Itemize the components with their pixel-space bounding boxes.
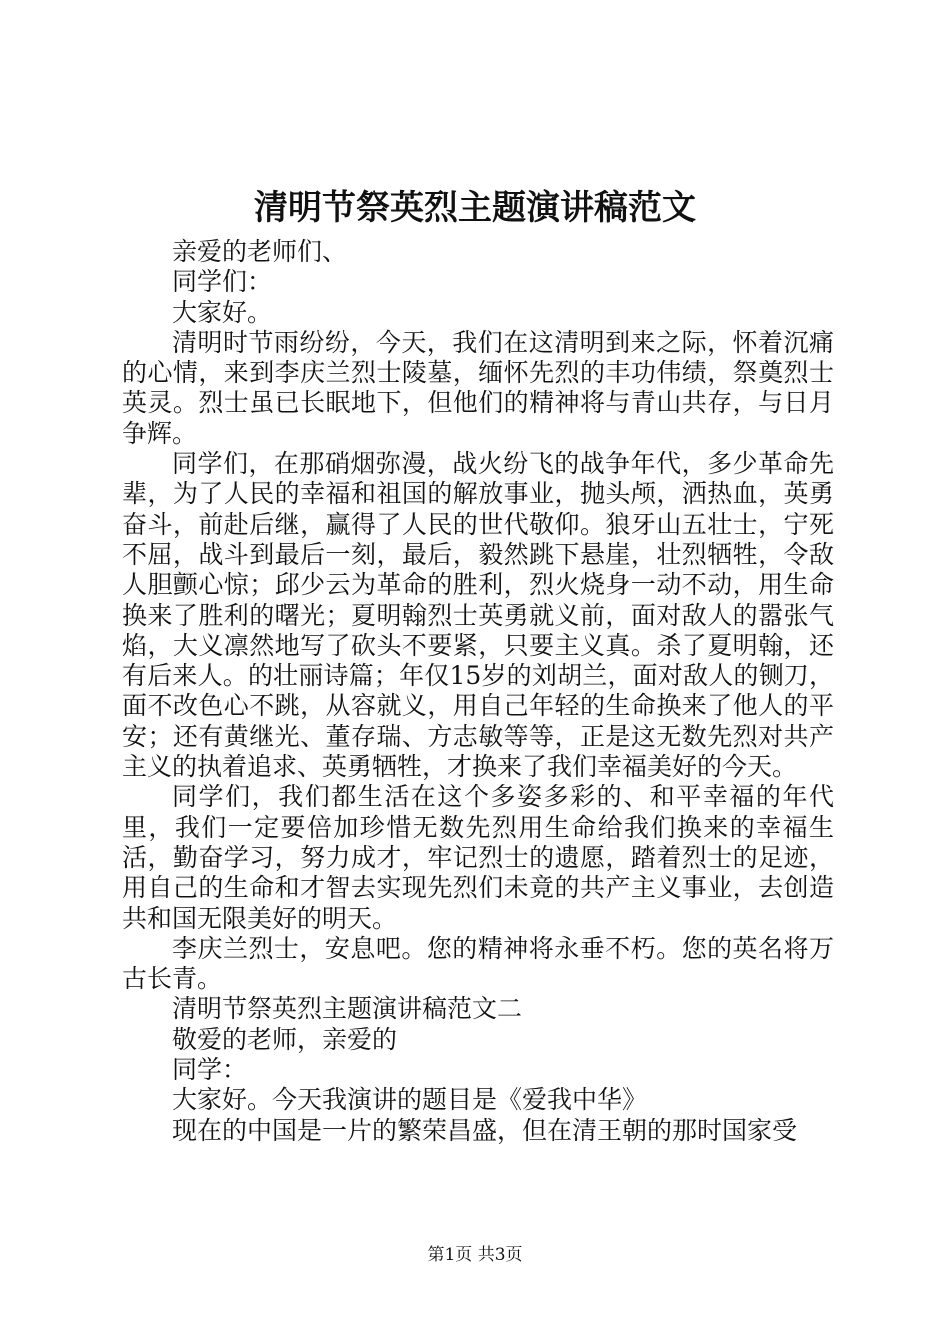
- paragraph: 敬爱的老师，亲爱的: [172, 1024, 398, 1054]
- paragraph: 同学们：: [172, 267, 273, 297]
- paragraph: 清明时节雨纷纷，今天，我们在这清明到来之际，怀着沉痛的心情，来到李庆兰烈士陵墓，缅怀先烈的丰功伟绩，祭奠烈士英灵。烈士虽已长眠地下，但他们的精神将与青山共存，与日月争辉。: [122, 327, 834, 448]
- document-body: [122, 237, 834, 1146]
- paragraph: 李庆兰烈士，安息吧。您的精神将永垂不朽。您的英名将万古长青。: [122, 933, 834, 994]
- paragraph: 大家好。: [172, 297, 273, 327]
- page-footer: 第1页 共3页: [427, 1245, 523, 1265]
- paragraph: 同学：: [172, 1055, 248, 1085]
- paragraph: 大家好。今天我演讲的题目是《爱我中华》: [172, 1085, 648, 1115]
- paragraph: 清明节祭英烈主题演讲稿范文二: [172, 994, 523, 1024]
- paragraph: 现在的中国是一片的繁荣昌盛，但在清王朝的那时国家受: [172, 1115, 798, 1145]
- document-title: 清明节祭英烈主题演讲稿范文: [254, 188, 696, 228]
- paragraph: 同学们，在那硝烟弥漫，战火纷飞的战争年代，多少革命先辈，为了人民的幸福和祖国的解放事业，抛头颅，洒热血，英勇奋斗，前赴后继，赢得了人民的世代敬仰。狼牙山五壮士，宁死不屈，战斗到最后一刻，最后，毅然跳下悬崖，壮烈牺牲，令敌人胆颤心惊；邱少云为革命的胜利，烈火烧身一动不动，用生命换来了胜利的曙光；夏明翰烈士英勇就义前，面对敌人的嚣张气焰，大义凛然地写了砍头不要紧，只要主义真。杀了夏明翰，还有后来人。的壮丽诗篇；年仅15岁的刘胡兰，面对敌人的铡刀，面不改色心不跳，从容就义，用自己年轻的生命换来了他人的平安；还有黄继光、董存瑞、方志敏等等，正是这无数先烈对共产主义的执着追求、英勇牺牲，才换来了我们幸福美好的今天。: [122, 449, 834, 782]
- paragraph: 亲爱的老师们、: [172, 237, 348, 266]
- paragraph: 同学们，我们都生活在这个多姿多彩的、和平幸福的年代里，我们一定要倍加珍惜无数先烈用生命给我们换来的幸福生活，勤奋学习，努力成才，牢记烈士的遗愿，踏着烈士的足迹，用自己的生命和才智去实现先烈们未竟的共产主义事业，去创造共和国无限美好的明天。: [122, 782, 834, 933]
